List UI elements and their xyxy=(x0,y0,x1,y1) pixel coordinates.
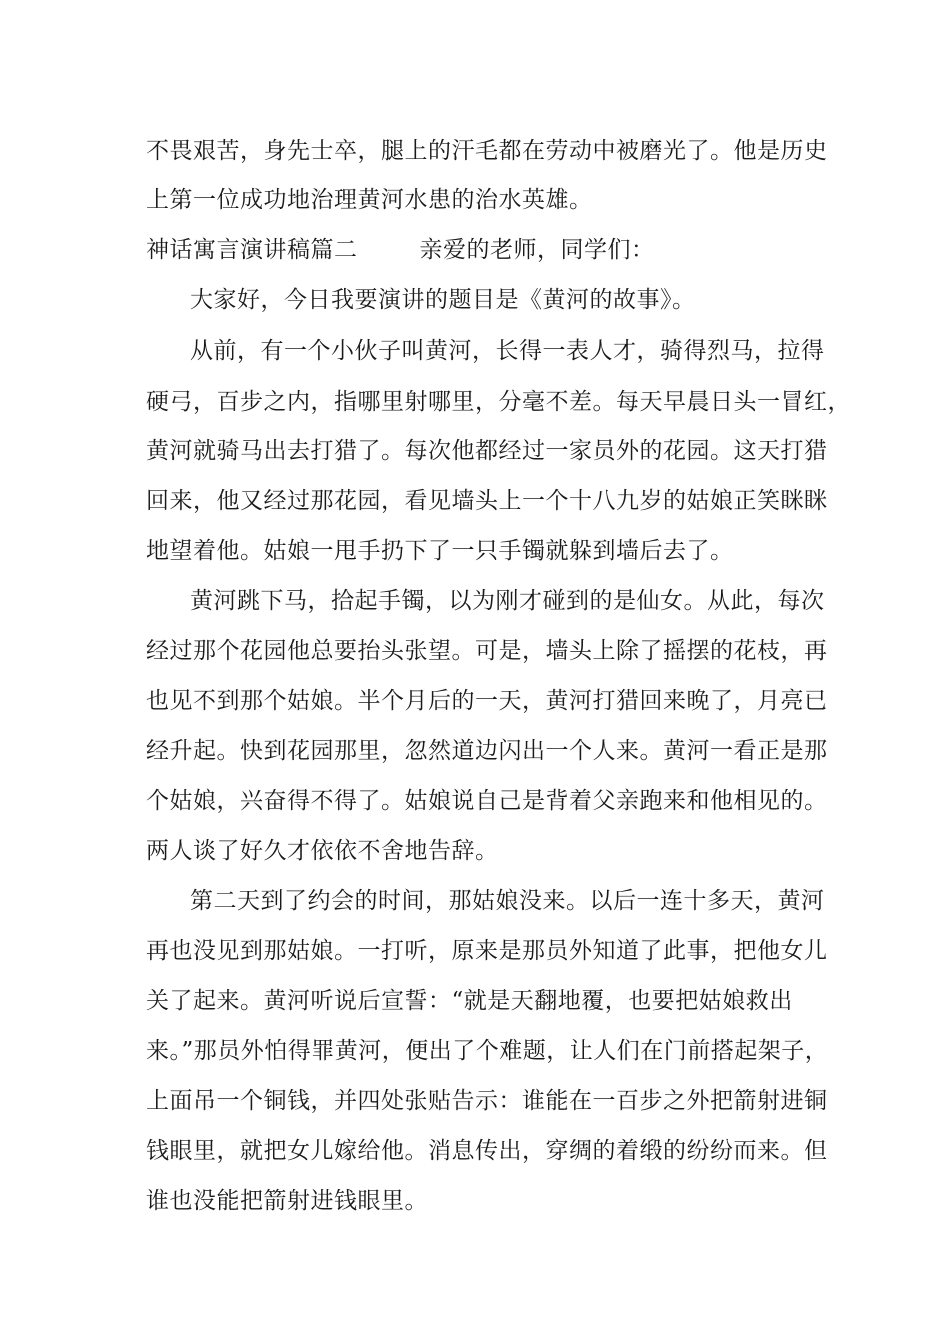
paragraph-2-line-1: 从前，有一个小伙子叫黄河，长得一表人才，骑得烈马，拉得 xyxy=(190,338,825,364)
paragraph-3-line-4: 经升起。快到花园那里，忽然道边闪出一个人来。黄河一看正是那 xyxy=(146,738,828,764)
paragraph-0-line-1: 不畏艰苦，身先士卒，腿上的汗毛都在劳动中被磨光了。他是历史 xyxy=(146,138,828,164)
paragraph-2-line-2: 硬弓，百步之内，指哪里射哪里，分毫不差。每天早晨日头一冒红， xyxy=(146,389,851,415)
paragraph-4-line-1: 第二天到了约会的时间，那姑娘没来。以后一连十多天，黄河 xyxy=(190,888,825,914)
paragraph-2-line-4: 回来，他又经过那花园，看见墙头上一个十八九岁的姑娘正笑眯眯 xyxy=(146,488,828,514)
paragraph-3-line-1: 黄河跳下马，拾起手镯，以为刚才碰到的是仙女。从此，每次 xyxy=(190,588,825,614)
paragraph-4-line-6: 钱眼里，就把女儿嫁给他。消息传出，穿绸的着缎的纷纷而来。但 xyxy=(146,1138,828,1164)
paragraph-4-line-4: 来。”那员外怕得罪黄河，便出了个难题，让人们在门前搭起架子， xyxy=(146,1038,829,1064)
paragraph-3-line-6: 两人谈了好久才依依不舍地告辞。 xyxy=(146,838,499,864)
section-heading-line xyxy=(146,235,655,265)
paragraph-3-line-3: 也见不到那个姑娘。半个月后的一天，黄河打猎回来晚了，月亮已 xyxy=(146,688,828,714)
paragraph-1-line-1: 大家好，今日我要演讲的题目是《黄河的故事》。 xyxy=(190,287,696,313)
paragraph-4-line-5: 上面吊一个铜钱，并四处张贴告示：谁能在一百步之外把箭射进铜 xyxy=(146,1088,828,1114)
salutation: 亲爱的老师，同学们： xyxy=(419,237,655,263)
paragraph-0-line-2: 上第一位成功地治理黄河水患的治水英雄。 xyxy=(146,187,593,213)
section-title: 神话寓言演讲稿篇二 xyxy=(146,237,358,263)
paragraph-3-line-5: 个姑娘，兴奋得不得了。姑娘说自己是背着父亲跑来和他相见的。 xyxy=(146,788,828,814)
paragraph-3-line-2: 经过那个花园他总要抬头张望。可是，墙头上除了摇摆的花枝，再 xyxy=(146,638,828,664)
paragraph-4-line-7: 谁也没能把箭射进钱眼里。 xyxy=(146,1188,428,1214)
paragraph-4-line-2: 再也没见到那姑娘。一打听，原来是那员外知道了此事，把他女儿 xyxy=(146,938,828,964)
paragraph-2-line-3: 黄河就骑马出去打猎了。每次他都经过一家员外的花园。这天打猎 xyxy=(146,438,828,464)
paragraph-4-line-3: 关了起来。黄河听说后宣誓：“就是天翻地覆，也要把姑娘救出 xyxy=(146,988,793,1014)
paragraph-2-line-5: 地望着他。姑娘一甩手扔下了一只手镯就躲到墙后去了。 xyxy=(146,538,734,564)
